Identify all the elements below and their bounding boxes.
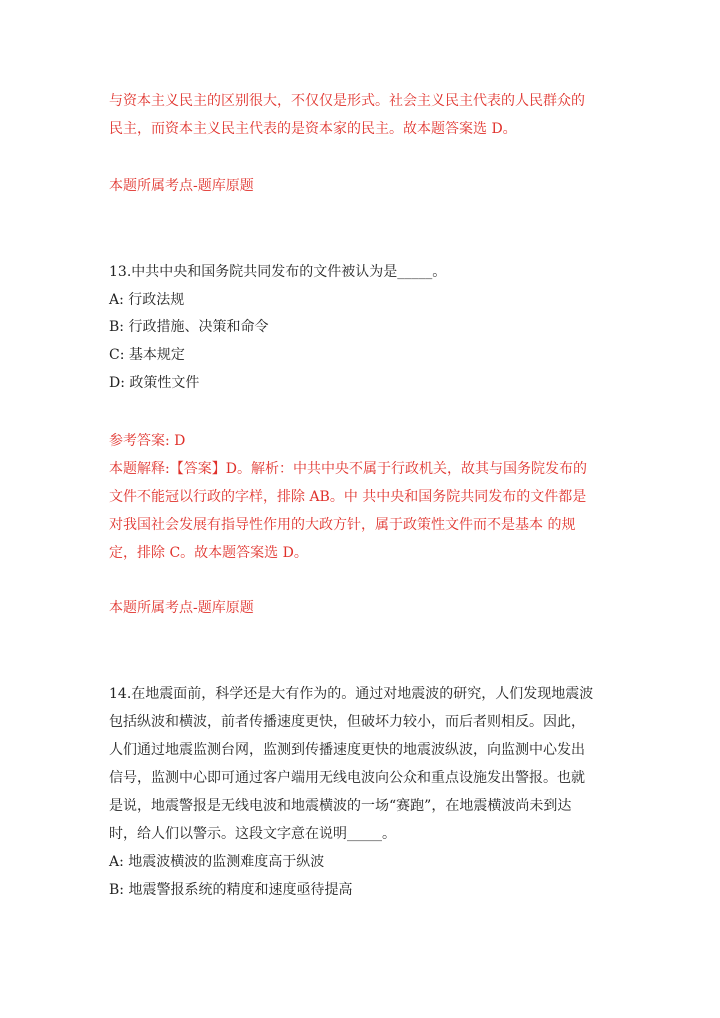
q14-stem-line-6: 时，给人们以警示。这段文字意在说明_____。 [109,826,396,842]
q13-option-a: A: 行政法规 [109,292,185,308]
q13-explanation-line-2: 文件不能冠以行政的字样，排除 AB。中 共中央和国务院共同发布的文件都是 [109,489,587,505]
q13-option-c: C: 基本规定 [109,347,185,363]
q14-stem-line-4: 信号，监测中心即可通过客户端用无线电波向公众和重点设施发出警报。也就 [109,770,585,786]
q14-stem-line-3: 人们通过地震监测台网，监测到传播速度更快的地震波纵波，向监测中心发出 [109,742,585,758]
q14-option-b: B: 地震警报系统的精度和速度亟待提高 [109,882,353,898]
q14-stem-line-5: 是说，地震警报是无线电波和地震横波的一场“赛跑”，在地震横波尚未到达 [109,798,572,814]
q13-explanation-line-1: 本题解释:【答案】D。解析：中共中央不属于行政机关，故其与国务院发布的 [109,461,587,477]
q14-stem-line-2: 包括纵波和横波，前者传播速度更快，但破坏力较小，而后者则相反。因此， [109,714,585,730]
prev-explanation-line-1: 与资本主义民主的区别很大，不仅仅是形式。社会主义民主代表的人民群众的 [109,93,585,109]
prev-explanation-line-2: 民主，而资本主义民主代表的是资本家的民主。故本题答案选 D。 [109,121,517,137]
prev-source-label: 本题所属考点-题库原题 [109,178,254,194]
q14-stem-line-1: 14.在地震面前，科学还是大有作为的。通过对地震波的研究，人们发现地震波 [109,686,594,702]
q13-stem: 13.中共中央和国务院共同发布的文件被认为是_____。 [109,264,447,280]
q14-option-a: A: 地震波横波的监测难度高于纵波 [109,854,325,870]
q13-source-label: 本题所属考点-题库原题 [109,600,254,616]
q13-option-d: D: 政策性文件 [109,375,200,391]
q13-explanation-line-4: 定，排除 C。故本题答案选 D。 [109,545,308,561]
q13-explanation-line-3: 对我国社会发展有指导性作用的大政方针，属于政策性文件而不是基本 的规 [109,517,576,533]
q13-answer: 参考答案: D [109,433,186,449]
q13-option-b: B: 行政措施、决策和命令 [109,319,269,335]
